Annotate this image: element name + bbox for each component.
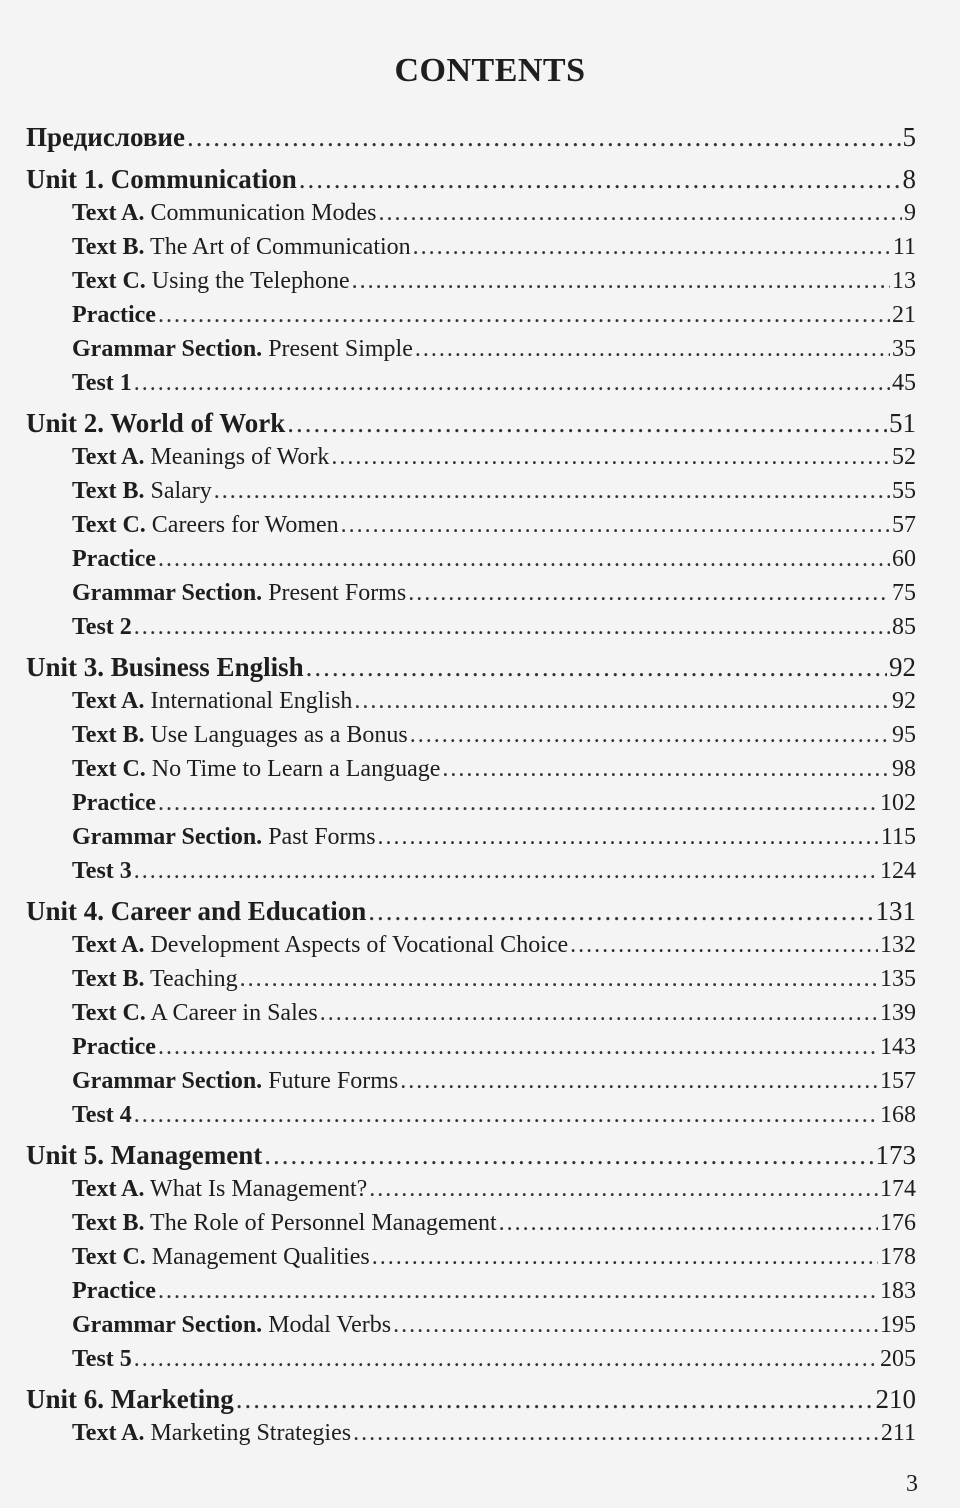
toc-entry-page: 13	[892, 268, 916, 294]
toc-entry-label	[72, 966, 238, 993]
toc-entry-title: No Time to Learn a Language	[145, 756, 441, 782]
toc-entry-title: International English	[144, 688, 353, 714]
toc-entry-page: 210	[875, 1384, 916, 1414]
toc-sub-entry	[26, 336, 916, 370]
toc-entry-title: Present Forms	[262, 580, 407, 606]
toc-entry-label	[72, 478, 212, 505]
toc-sub-entry	[26, 234, 916, 268]
toc-entry-label	[72, 268, 350, 295]
toc-sub-entry	[26, 1102, 916, 1136]
toc-sub-entry	[26, 1000, 916, 1034]
dot-leader	[158, 546, 890, 573]
toc-entry-title: The Art of Communication	[144, 234, 411, 260]
toc-unit-entry	[26, 648, 916, 688]
toc-unit-entry	[26, 892, 916, 932]
dot-leader	[306, 652, 887, 683]
toc-sub-entry	[26, 200, 916, 234]
dot-leader	[214, 478, 890, 505]
dot-leader	[236, 1384, 874, 1415]
toc-entry-label	[72, 1346, 132, 1373]
toc-unit-entry	[26, 1380, 916, 1420]
toc-entry-page: 168	[880, 1102, 916, 1128]
toc-entry-bold-label: Test 1	[72, 370, 132, 396]
toc-entry-bold-label: Text B.	[72, 722, 145, 748]
toc-entry-label	[72, 824, 376, 851]
toc-entry-bold-label: Unit 5. Management	[26, 1140, 263, 1170]
toc-entry-bold-label: Practice	[72, 302, 156, 328]
dot-leader	[410, 722, 890, 749]
toc-entry-title: A Career in Sales	[145, 1000, 318, 1026]
toc-entry-label	[72, 200, 376, 227]
dot-leader	[134, 1102, 878, 1129]
toc-entry-label	[72, 580, 406, 607]
toc-entry-bold-label: Text C.	[72, 512, 146, 538]
toc-entry-page: 51	[889, 408, 916, 438]
toc-entry-title: Development Aspects of Vocational Choice	[144, 932, 569, 958]
toc-sub-entry	[26, 1068, 916, 1102]
toc-entry-bold-label: Unit 1. Communication	[26, 164, 297, 194]
toc-entry-title: Future Forms	[262, 1068, 399, 1094]
toc-entry-label	[72, 1278, 156, 1305]
dot-leader	[341, 512, 890, 539]
toc-entry-page: 157	[880, 1068, 916, 1094]
toc-entry-page: 57	[892, 512, 916, 538]
toc-sub-entry	[26, 614, 916, 648]
toc-entry-bold-label: Text A.	[72, 444, 145, 470]
toc-entry-label	[26, 1140, 262, 1171]
toc-entry-bold-label: Text C.	[72, 268, 146, 294]
dot-leader	[158, 1278, 878, 1305]
toc-entry-bold-label: Unit 4. Career and Education	[26, 896, 367, 926]
toc-sub-entry	[26, 1176, 916, 1210]
toc-sub-entry	[26, 1034, 916, 1068]
toc-entry-title: Use Languages as a Bonus	[144, 722, 408, 748]
dot-leader	[158, 790, 878, 817]
toc-entry-page: 95	[892, 722, 916, 748]
toc-entry-bold-label: Test 4	[72, 1102, 132, 1128]
toc-sub-entry	[26, 1346, 916, 1380]
toc-sub-entry	[26, 1278, 916, 1312]
toc-entry-bold-label: Text A.	[72, 200, 145, 226]
toc-sub-entry	[26, 932, 916, 966]
toc-entry-bold-label: Unit 2. World of Work	[26, 408, 286, 438]
dot-leader	[393, 1312, 878, 1339]
toc-entry-label	[72, 1176, 367, 1203]
toc-entry-label	[72, 858, 132, 885]
toc-entry-title: Using the Telephone	[145, 268, 350, 294]
toc-entry-page: 139	[880, 1000, 916, 1026]
dot-leader	[372, 1244, 878, 1271]
toc-entry-page: 211	[880, 1420, 916, 1446]
toc-sub-entry	[26, 444, 916, 478]
toc-entry-page: 92	[889, 652, 916, 682]
toc-entry-bold-label: Text A.	[72, 1176, 145, 1202]
dot-leader	[320, 1000, 878, 1027]
toc-entry-page: 124	[880, 858, 916, 884]
toc-sub-entry	[26, 790, 916, 824]
toc-entry-page: 98	[892, 756, 916, 782]
toc-entry-label	[72, 932, 568, 959]
toc-sub-entry	[26, 370, 916, 404]
dot-leader	[240, 966, 878, 993]
toc-entry-label	[72, 1068, 398, 1095]
toc-entry-page: 131	[875, 896, 916, 926]
toc-entry-page: 183	[880, 1278, 916, 1304]
toc-entry-label	[72, 790, 156, 817]
toc-unit-entry	[26, 160, 916, 200]
toc-entry-bold-label: Text C.	[72, 756, 146, 782]
toc-entry-label	[72, 722, 408, 749]
toc-sub-entry	[26, 722, 916, 756]
toc-entry-bold-label: Practice	[72, 1034, 156, 1060]
dot-leader	[400, 1068, 878, 1095]
toc-entry-title: Modal Verbs	[262, 1312, 392, 1338]
toc-entry-label	[72, 1420, 351, 1447]
toc-entry-page: 174	[880, 1176, 916, 1202]
toc-unit-entry	[26, 404, 916, 444]
toc-entry-label	[72, 370, 132, 397]
toc-entry-bold-label: Grammar Section.	[72, 580, 263, 606]
toc-sub-entry	[26, 1420, 916, 1454]
toc-entry-page: 176	[880, 1210, 916, 1236]
toc-entry-page: 52	[892, 444, 916, 470]
toc-entry-label	[72, 512, 339, 539]
toc-entry-page: 92	[892, 688, 916, 714]
toc-sub-entry	[26, 1312, 916, 1346]
toc-entry-label	[26, 122, 185, 153]
toc-entry-title: Management Qualities	[145, 1244, 370, 1270]
dot-leader	[378, 200, 902, 227]
toc-entry-bold-label: Practice	[72, 790, 156, 816]
toc-sub-entry	[26, 512, 916, 546]
toc-entry-bold-label: Grammar Section.	[72, 1312, 263, 1338]
toc-entry-label	[72, 234, 411, 261]
toc-sub-entry	[26, 268, 916, 302]
toc-entry-title: Salary	[144, 478, 212, 504]
dot-leader	[415, 336, 890, 363]
dot-leader	[331, 444, 890, 471]
dot-leader	[368, 896, 873, 927]
toc-entry-bold-label: Text C.	[72, 1000, 146, 1026]
toc-entry-bold-label: Text A.	[72, 932, 145, 958]
toc-entry-page: 173	[875, 1140, 916, 1170]
toc-entry-bold-label: Text B.	[72, 478, 145, 504]
toc-entry-title: Meanings of Work	[144, 444, 330, 470]
toc-entry-page: 11	[892, 234, 916, 260]
toc-entry-title: Marketing Strategies	[144, 1420, 352, 1446]
dot-leader	[264, 1140, 873, 1171]
toc-entry-label	[72, 302, 156, 329]
toc-entry-bold-label: Text C.	[72, 1244, 146, 1270]
toc-unit-entry	[26, 118, 916, 160]
toc-sub-entry	[26, 1244, 916, 1278]
dot-leader	[134, 370, 890, 397]
toc-entry-page: 8	[902, 164, 916, 194]
toc-entry-bold-label: Test 3	[72, 858, 132, 884]
toc-sub-entry	[26, 302, 916, 336]
toc-entry-bold-label: Grammar Section.	[72, 1068, 263, 1094]
toc-sub-entry	[26, 966, 916, 1000]
dot-leader	[408, 580, 890, 607]
page-number: 3	[906, 1471, 918, 1497]
toc-entry-label	[72, 336, 413, 363]
toc-entry-page: 135	[880, 966, 916, 992]
dot-leader	[369, 1176, 878, 1203]
toc-entry-label	[72, 444, 329, 471]
toc-entry-bold-label: Unit 3. Business English	[26, 652, 304, 682]
dot-leader	[354, 688, 890, 715]
toc-entry-label	[26, 1384, 234, 1415]
toc-entry-label	[72, 1034, 156, 1061]
toc-entry-bold-label: Test 5	[72, 1346, 132, 1372]
toc-entry-page: 195	[880, 1312, 916, 1338]
toc-entry-title: Careers for Women	[145, 512, 339, 538]
toc-entry-bold-label: Unit 6. Marketing	[26, 1384, 234, 1414]
toc-entry-page: 45	[892, 370, 916, 396]
toc-entry-label	[26, 164, 297, 195]
dot-leader	[187, 122, 901, 153]
dot-leader	[134, 858, 878, 885]
toc-sub-entry	[26, 858, 916, 892]
toc-entry-title: Communication Modes	[144, 200, 377, 226]
toc-entry-label	[72, 1000, 318, 1027]
toc-sub-entry	[26, 546, 916, 580]
toc-entry-label	[26, 408, 285, 439]
toc-entry-page: 60	[892, 546, 916, 572]
toc-entry-bold-label: Grammar Section.	[72, 824, 263, 850]
dot-leader	[158, 302, 890, 329]
toc-unit-entry	[26, 1136, 916, 1176]
toc-entry-page: 85	[892, 614, 916, 640]
toc-entry-page: 143	[880, 1034, 916, 1060]
toc-entry-bold-label: Text B.	[72, 234, 145, 260]
toc-entry-bold-label: Text B.	[72, 1210, 145, 1236]
dot-leader	[352, 268, 890, 295]
table-of-contents	[26, 118, 916, 1454]
dot-leader	[299, 164, 901, 195]
toc-entry-label	[72, 614, 132, 641]
toc-entry-page: 35	[892, 336, 916, 362]
dot-leader	[353, 1420, 879, 1447]
toc-entry-label	[72, 1210, 497, 1237]
toc-entry-title: Present Simple	[262, 336, 413, 362]
page-title: CONTENTS	[394, 52, 586, 89]
dot-leader	[442, 756, 890, 783]
dot-leader	[570, 932, 878, 959]
toc-sub-entry	[26, 1210, 916, 1244]
dot-leader	[378, 824, 879, 851]
toc-sub-entry	[26, 580, 916, 614]
toc-sub-entry	[26, 478, 916, 512]
dot-leader	[499, 1210, 878, 1237]
toc-entry-page: 102	[880, 790, 916, 816]
dot-leader	[134, 1346, 878, 1373]
toc-entry-label	[72, 546, 156, 573]
toc-entry-bold-label: Text A.	[72, 1420, 145, 1446]
toc-entry-title: What Is Management?	[144, 1176, 368, 1202]
toc-entry-page: 205	[880, 1346, 916, 1372]
toc-entry-page: 132	[880, 932, 916, 958]
toc-entry-bold-label: Test 2	[72, 614, 132, 640]
dot-leader	[134, 614, 890, 641]
toc-entry-title: Past Forms	[262, 824, 376, 850]
toc-sub-entry	[26, 756, 916, 790]
toc-sub-entry	[26, 688, 916, 722]
toc-entry-page: 178	[880, 1244, 916, 1270]
toc-entry-page: 21	[892, 302, 916, 328]
toc-entry-label	[72, 1102, 132, 1129]
toc-entry-bold-label: Grammar Section.	[72, 336, 263, 362]
toc-entry-bold-label: Practice	[72, 546, 156, 572]
toc-entry-bold-label: Text A.	[72, 688, 145, 714]
toc-entry-label	[26, 652, 304, 683]
toc-entry-bold-label: Practice	[72, 1278, 156, 1304]
toc-entry-label	[26, 896, 366, 927]
toc-sub-entry	[26, 824, 916, 858]
toc-entry-page: 5	[902, 122, 916, 152]
toc-entry-bold-label: Text B.	[72, 966, 145, 992]
toc-entry-page: 55	[892, 478, 916, 504]
dot-leader	[413, 234, 891, 261]
dot-leader	[287, 408, 887, 439]
toc-entry-title: The Role of Personnel Management	[144, 1210, 497, 1236]
toc-entry-page: 115	[880, 824, 916, 850]
toc-entry-title: Teaching	[144, 966, 238, 992]
toc-entry-page: 75	[892, 580, 916, 606]
toc-entry-label	[72, 1244, 370, 1271]
toc-entry-label	[72, 688, 352, 715]
dot-leader	[158, 1034, 878, 1061]
toc-entry-label	[72, 756, 440, 783]
toc-entry-page: 9	[904, 200, 916, 226]
toc-entry-bold-label: Предисловие	[26, 122, 185, 152]
toc-entry-label	[72, 1312, 391, 1339]
